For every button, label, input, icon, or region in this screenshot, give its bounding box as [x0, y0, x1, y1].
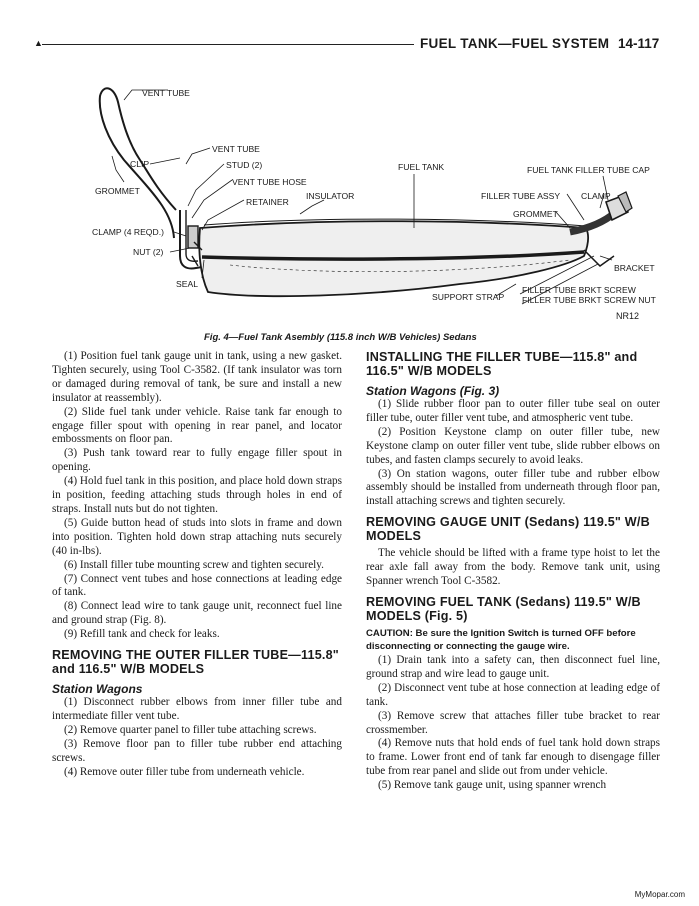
label-nut: NUT (2) [133, 247, 164, 257]
page-number: 14-117 [618, 36, 660, 51]
label-vent-tube: VENT TUBE [212, 144, 260, 154]
paragraph: (2) Disconnect vent tube at hose connection at leading edge of tank. [366, 681, 660, 708]
label-fuel-tank: FUEL TANK [398, 162, 445, 172]
footer-watermark: MyMopar.com [634, 890, 685, 899]
label-seal: SEAL [176, 279, 198, 289]
label-filler-cap: FUEL TANK FILLER TUBE CAP [527, 165, 650, 175]
paragraph: (3) Remove floor pan to filler tube rubber end attaching screws. [52, 737, 342, 764]
paragraph: The vehicle should be lifted with a frame type hoist to let the rear axle fall away from the body. Remove tank unit, using Spanner wrench Tool C-3582. [366, 547, 660, 588]
figure-caption: Fig. 4—Fuel Tank Asembly (115.8 inch W/B Vehicles) Sedans [204, 332, 477, 343]
subsection-heading: Station Wagons [52, 682, 143, 697]
filler-tube [570, 212, 616, 232]
paragraph: (3) Push tank toward rear to fully engage filler spout in opening. [52, 447, 342, 474]
header-arrow-icon: ▲ [34, 38, 43, 48]
paragraph: (9) Refill tank and check for leaks. [64, 628, 220, 641]
paragraph: (5) Remove tank gauge unit, using spanner wrench [378, 779, 607, 792]
label-bracket: BRACKET [614, 263, 655, 273]
label-grommet-right: GROMMET [513, 209, 558, 219]
caution-note: CAUTION: Be sure the Ignition Switch is turned OFF before disconnecting or connecting the gauge wire. [366, 627, 636, 652]
paragraph: (2) Remove quarter panel to filler tube attaching screws. [64, 723, 317, 736]
label-clamp-reqd: CLAMP (4 REQD.) [92, 227, 164, 237]
paragraph: (1) Slide rubber floor pan to outer filler tube seal on outer filler tube, outer filler vent tube, and atmospheric vent tube. [366, 398, 660, 424]
section-heading: REMOVING FUEL TANK (Sedans) 119.5" W/B MODELS (Fig. 5) [366, 594, 641, 623]
paragraph: (7) Connect vent tubes and hose connections at leading edge of tank. [52, 572, 342, 599]
label-clamp: CLAMP [581, 191, 611, 201]
paragraph: (4) Remove nuts that hold ends of fuel tank hold down straps to frame. Lower front end of tank far enough to disengage filler tube from rear panel and slide out from under vehicle. [366, 737, 660, 778]
label-filler-tube-assy: FILLER TUBE ASSY [481, 191, 561, 201]
section-heading: INSTALLING THE FILLER TUBE—115.8" and 116.5" W/B MODELS [366, 350, 638, 378]
paragraph: (4) Hold fuel tank in this position, and place hold down straps in position, feeding attaching studs through holes in end of straps. Install nuts but do not tighten. [52, 475, 342, 515]
section-heading: REMOVING THE OUTER FILLER TUBE—115.8" and 116.5" W/B MODELS [52, 648, 339, 677]
left-column [52, 350, 342, 779]
right-column [366, 350, 660, 793]
paragraph: (4) Remove outer filler tube from underneath vehicle. [64, 765, 305, 778]
paragraph: (2) Position Keystone clamp on outer filler tube, new Keystone clamp on outer filler vent tube, slide rubber elbows on tubes, and fasten clamps securely to avoid leaks. [366, 425, 660, 466]
filler-bracket [584, 250, 614, 266]
label-support-strap: SUPPORT STRAP [432, 292, 505, 302]
paragraph: (2) Slide fuel tank under vehicle. Raise tank far enough to engage filler spout with opening in rear panel, and locator embossments on floor pan. [52, 405, 342, 446]
paragraph: (5) Guide button head of studs into slots in frame and down into position. Tighten hold down strap attaching nuts securely (40 in-lbs). [52, 516, 342, 557]
section-heading: REMOVING GAUGE UNIT (Sedans) 119.5" W/B MODELS [366, 515, 650, 544]
label-retainer: RETAINER [246, 197, 289, 207]
paragraph: (1) Position fuel tank gauge unit in tank, using a new gasket. Tighten securely, using Tool C-3582. (If tank insulator was torn or damaged during removal of tank, be sure and install a new insulator at reassembly). [52, 350, 342, 404]
label-clip: CLIP [130, 159, 150, 169]
label-insulator: INSULATOR [306, 191, 355, 201]
subsection-heading: Station Wagons (Fig. 3) [366, 384, 500, 398]
paragraph: (3) Remove screw that attaches filler tube bracket to rear crossmember. [366, 709, 660, 736]
paragraph: (8) Connect lead wire to tank gauge unit, reconnect fuel line and ground strap (Fig. 8). [52, 600, 342, 627]
paragraph: (1) Drain tank into a safety can, then disconnect fuel line, ground strap and wire lead to gauge unit. [366, 653, 660, 680]
header-rule [42, 44, 414, 45]
paragraph: (6) Install filler tube mounting screw and tighten securely. [64, 558, 324, 571]
figure-code: NR12 [616, 311, 640, 321]
label-brkt-screw-nut: FILLER TUBE BRKT SCREW NUT [522, 295, 656, 305]
page-header-title: FUEL TANK—FUEL SYSTEM [420, 36, 610, 51]
label-stud: STUD (2) [226, 160, 263, 170]
label-grommet-left: GROMMET [95, 186, 140, 196]
paragraph: (1) Disconnect rubber elbows from inner filler tube and intermediate filler vent tube. [52, 696, 342, 722]
paragraph: (3) On station wagons, outer filler tube and rubber elbow assembly should be installed from underneath through floor pan, install attaching screws and tighten securely. [366, 467, 660, 508]
label-brkt-screw: FILLER TUBE BRKT SCREW [522, 285, 636, 295]
fuel-tank-diagram [0, 60, 699, 330]
label-vent-tube-top: VENT TUBE [142, 88, 190, 98]
label-vent-tube-hose: VENT TUBE HOSE [232, 177, 307, 187]
